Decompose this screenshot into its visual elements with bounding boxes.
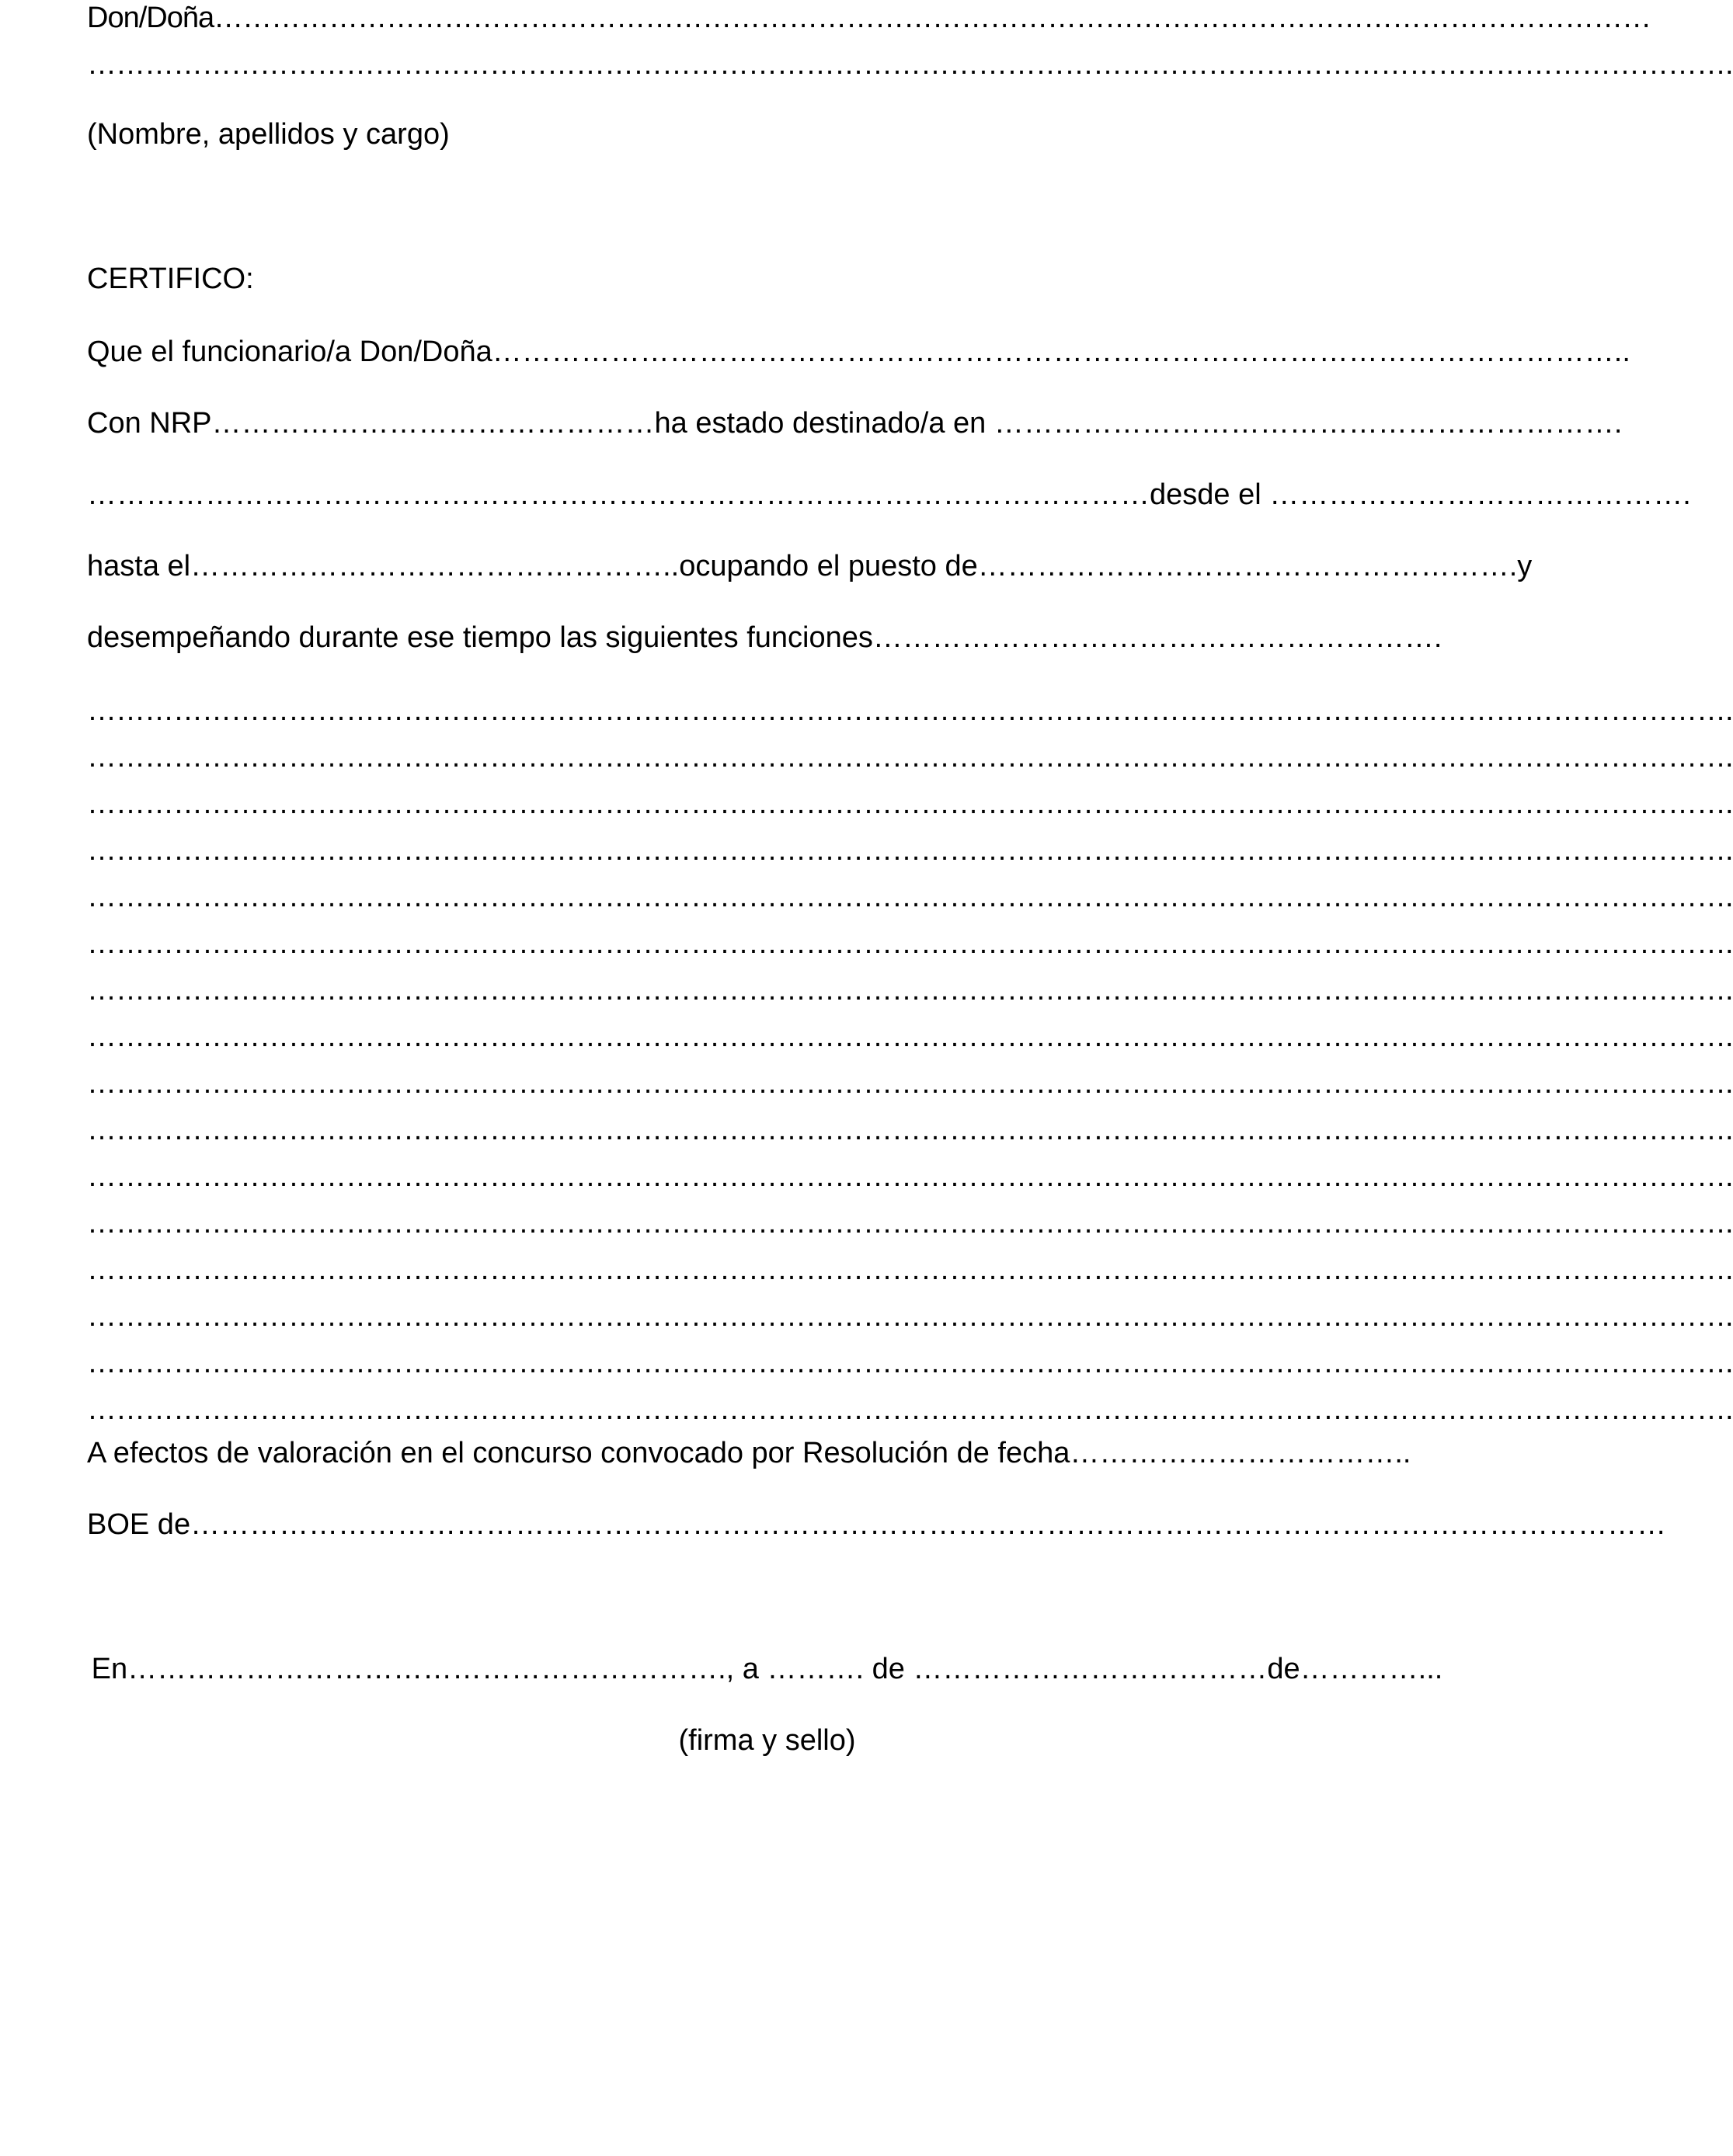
function-line-11: ………………………………………………………………………………………………………………………………………………………. — [87, 1160, 1733, 1193]
name-caption: (Nombre, apellidos y cargo) — [87, 118, 450, 151]
function-line-12: ………………………………………………………………………………………………………………………………………………………. — [87, 1207, 1733, 1240]
function-line-5: ………………………………………………………………………………………………………………………………………………………. — [87, 881, 1733, 913]
function-line-4: ………………………………………………………………………………………………………………………………………………………. — [87, 834, 1733, 867]
function-line-14: ………………………………………………………………………………………………………………………………………………………. — [87, 1300, 1733, 1333]
function-line-10: ………………………………………………………………………………………………………………………………………………………. — [87, 1114, 1733, 1146]
don-line: Don/Doña…………………………………………………………………………………………………………………………………… — [87, 2, 1651, 34]
function-line-1: ………………………………………………………………………………………………………………………………………………………. — [87, 694, 1733, 727]
body-line-nrp: Con NRP………………………………………ha estado destinado/a en ………………………………………………………. — [87, 407, 1623, 440]
body-line-hasta: hasta el…………………………………………..ocupando el puesto de……………………………………………….y — [87, 550, 1533, 582]
function-line-9: ………………………………………………………………………………………………………………………………………………………. — [87, 1067, 1733, 1100]
resolution-line: A efectos de valoración en el concurso convocado por Resolución de fecha…………………………….. — [87, 1437, 1411, 1469]
function-line-7: ………………………………………………………………………………………………………………………………………………………. — [87, 974, 1733, 1007]
function-line-16: ………………………………………………………………………………………………………………………………………………………. — [87, 1393, 1733, 1426]
function-line-3: ………………………………………………………………………………………………………………………………………………………. — [87, 788, 1733, 820]
function-line-2: ………………………………………………………………………………………………………………………………………………………. — [87, 741, 1733, 774]
place-date-line: En……………………………………………………., a ………. de ………………………………de…………... — [91, 1653, 1443, 1685]
certifico-heading: CERTIFICO: — [87, 263, 254, 295]
body-line-funciones: desempeñando durante ese tiempo las siguientes funciones…………………………………………………. — [87, 621, 1442, 654]
function-line-15: ………………………………………………………………………………………………………………………………………………………. — [87, 1347, 1733, 1379]
continuation-line: ………………………………………………………………………………………………………………………………………………………. — [87, 48, 1733, 81]
function-line-6: ………………………………………………………………………………………………………………………………………………………. — [87, 927, 1733, 960]
body-line-desde: ………………………………………………………………………………………………desde el ……………………………………. — [87, 478, 1691, 511]
boe-line: BOE de…………………………………………………………………………………………………………………………………… — [87, 1508, 1667, 1541]
body-line-official: Que el funcionario/a Don/Doña…………………………………………………………………………………………………….. — [87, 336, 1630, 368]
function-line-8: ………………………………………………………………………………………………………………………………………………………. — [87, 1021, 1733, 1053]
signature-caption: (firma y sello) — [678, 1724, 856, 1757]
function-line-13: ………………………………………………………………………………………………………………………………………………………. — [87, 1254, 1733, 1286]
